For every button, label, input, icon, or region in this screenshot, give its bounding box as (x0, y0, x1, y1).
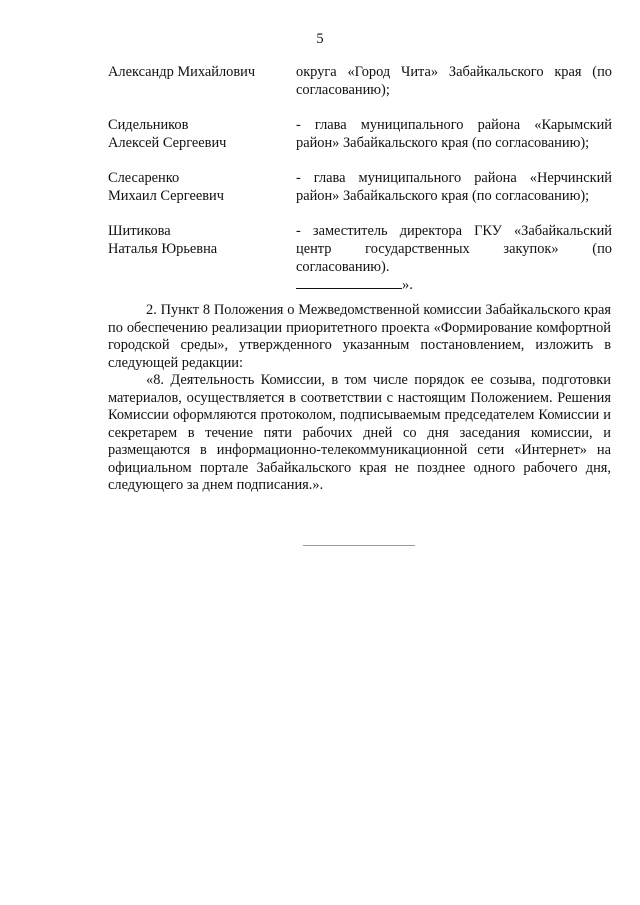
member-name (108, 222, 296, 276)
member-entry (108, 116, 612, 152)
commission-members-list (108, 63, 612, 294)
member-entry (108, 63, 612, 99)
paragraph-amendment: 2. Пункт 8 Положения о Межведомственной комиссии Забайкальского края по обеспечению реализации приоритетного проекта «Формирование комфортной городской среды», утвержденного указанным постановлением, изложить в следующей редакции: (108, 302, 611, 371)
member-given-names: Наталья Юрьевна (108, 241, 218, 257)
list-closing-line (296, 276, 612, 294)
page-number: 5 (316, 31, 324, 47)
member-given-names: Алексей Сергеевич (108, 135, 227, 151)
member-surname: Сидельников (108, 117, 189, 133)
member-name (108, 116, 296, 152)
member-role: - глава муниципального района «Нерчинский район» Забайкальского края (по согласованию); (296, 170, 612, 204)
paragraph-new-clause: «8. Деятельность Комиссии, в том числе порядок ее созыва, подготовки материалов, осуществляется в соответствии с настоящим Положением. Решения Комиссии оформляются протоколом, подписываемым председателем Комиссии и секретарем в течение пяти рабочих дней со дня заседания комиссии, и размещаются в информационно-телекоммуникационной сети «Интернет» на официальном портале Забайкальского края не позднее одного рабочего дня, следующего за днем подписания.». (108, 372, 611, 493)
member-role: - глава муниципального района «Карымский район» Забайкальского края (по согласованию); (296, 117, 612, 151)
closing-quote-mark: ». (402, 277, 413, 293)
member-given-names: Александр Михайлович (108, 64, 256, 80)
body-text (108, 302, 611, 495)
member-role: округа «Город Чита» Забайкальского края (по согласованию); (296, 64, 612, 98)
closing-underline (296, 276, 402, 289)
document-end-rule (303, 545, 415, 546)
member-surname: Слесаренко (108, 170, 180, 186)
member-entry (108, 222, 612, 276)
member-given-names: Михаил Сергеевич (108, 188, 224, 204)
member-role: - заместитель директора ГКУ «Забайкальский центр государственных закупок» (по согласованию). (296, 223, 612, 275)
member-surname: Шитикова (108, 223, 171, 239)
member-name (108, 169, 296, 205)
member-name (108, 63, 296, 99)
member-entry (108, 169, 612, 205)
